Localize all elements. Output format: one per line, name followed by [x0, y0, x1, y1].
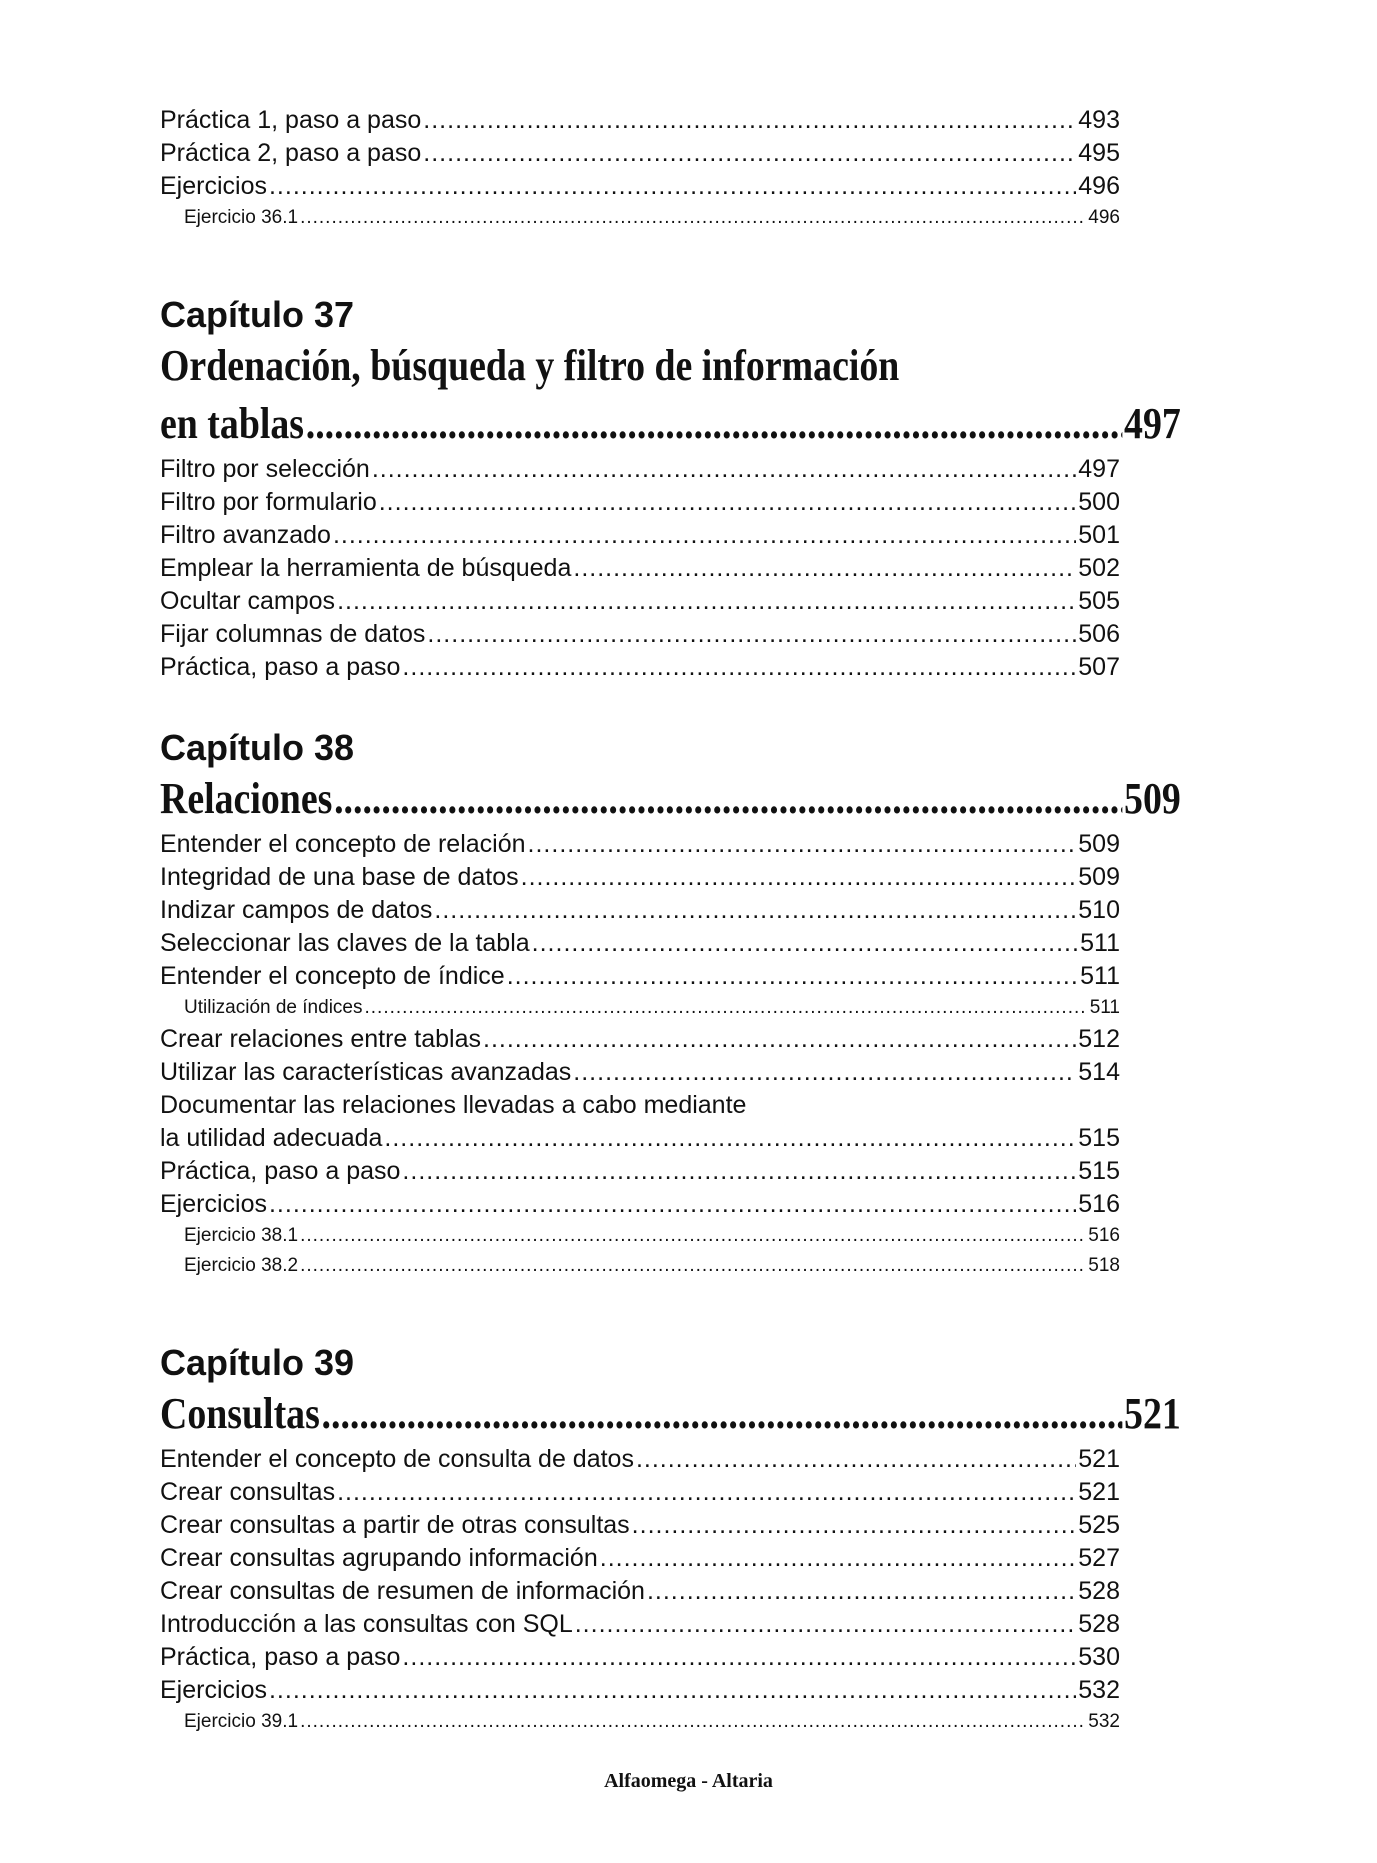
toc-entry — [160, 927, 1120, 960]
dot-leader — [434, 894, 1076, 927]
toc-entry-label: Ejercicios — [160, 1190, 267, 1218]
chapter-title-entry — [160, 395, 1181, 453]
toc-entry-page: 501 — [1078, 521, 1120, 549]
dot-leader — [427, 618, 1076, 651]
toc-entry-label: Ejercicios — [160, 1676, 267, 1704]
toc-entry-page: 502 — [1078, 554, 1120, 582]
toc-entry-label: Seleccionar las claves de la tabla — [160, 929, 530, 957]
toc-entry-page: 514 — [1078, 1058, 1120, 1086]
toc-entry-page: 525 — [1078, 1511, 1120, 1539]
dot-leader — [333, 519, 1076, 552]
dot-leader — [423, 104, 1076, 137]
toc-entry-page: 496 — [1088, 207, 1120, 228]
chapter-page-number: 521 — [1124, 1389, 1181, 1438]
chapter-39 — [160, 1341, 1180, 1737]
toc-entry — [160, 1641, 1120, 1674]
dot-leader — [372, 453, 1076, 486]
toc-list-top — [160, 104, 1180, 233]
toc-entry-page: 495 — [1078, 139, 1120, 167]
page-footer: Alfaomega - Altaria — [604, 1770, 773, 1792]
dot-leader — [300, 1221, 1086, 1251]
toc-entry — [160, 137, 1120, 170]
toc-entry-label: Práctica, paso a paso — [160, 653, 401, 681]
toc-entry-label: Ocultar campos — [160, 587, 336, 615]
toc-entry-label: Ejercicio 36.1 — [184, 207, 299, 228]
toc-entry — [160, 828, 1120, 861]
toc-entry-page: 496 — [1078, 172, 1120, 200]
toc-entry-label: Fijar columnas de datos — [160, 620, 426, 648]
toc-entry-page: 530 — [1078, 1643, 1120, 1671]
toc-entry — [160, 651, 1120, 684]
toc-entry-label: Crear consultas de resumen de información — [160, 1577, 645, 1605]
toc-entry — [160, 1155, 1120, 1188]
toc-entry-page: 532 — [1088, 1711, 1120, 1732]
toc-entry-label: Práctica, paso a paso — [160, 1643, 401, 1671]
toc-entry-page: 516 — [1088, 1225, 1120, 1246]
chapter-title-entry — [160, 770, 1181, 828]
dot-leader — [334, 770, 1122, 828]
dot-leader — [636, 1443, 1076, 1476]
toc-entry — [160, 552, 1120, 585]
toc-entry-page: 509 — [1078, 830, 1120, 858]
toc-entry-page: 507 — [1078, 653, 1120, 681]
toc-entry-page: 528 — [1078, 1610, 1120, 1638]
toc-subentry — [160, 993, 1120, 1023]
toc-entry-label: Utilizar las características avanzadas — [160, 1058, 572, 1086]
toc-entry — [160, 519, 1120, 552]
toc-entry-label: Utilización de índices — [184, 997, 363, 1018]
dot-leader — [379, 486, 1077, 519]
dot-leader — [300, 1251, 1086, 1281]
toc-entry-label: Ejercicios — [160, 172, 267, 200]
toc-entry-page: 516 — [1078, 1190, 1120, 1218]
toc-entry-page: 512 — [1078, 1025, 1120, 1053]
dot-leader — [402, 1155, 1076, 1188]
toc-entry — [160, 170, 1120, 203]
toc-entry — [160, 453, 1120, 486]
dot-leader — [573, 552, 1076, 585]
toc-entry-label: Ejercicio 38.2 — [184, 1255, 299, 1276]
dot-leader — [337, 585, 1076, 618]
toc-entry-label: Indizar campos de datos — [160, 896, 433, 924]
toc-entry-label: la utilidad adecuada — [160, 1124, 383, 1152]
toc-entry — [160, 1443, 1120, 1476]
toc-entry — [160, 1509, 1120, 1542]
toc-entry — [160, 1476, 1120, 1509]
chapter-37 — [160, 293, 1180, 684]
dot-leader — [306, 395, 1123, 453]
dot-leader — [528, 828, 1077, 861]
dot-leader — [402, 1641, 1076, 1674]
dot-leader — [402, 651, 1076, 684]
dot-leader — [521, 861, 1077, 894]
toc-entry-page: 515 — [1078, 1124, 1120, 1152]
toc-entry-label: Introducción a las consultas con SQL — [160, 1610, 573, 1638]
dot-leader — [300, 203, 1086, 233]
dot-leader — [573, 1056, 1076, 1089]
toc-entry-label: Crear consultas agrupando información — [160, 1544, 598, 1572]
dot-leader — [647, 1575, 1076, 1608]
toc-entry-page: 500 — [1078, 488, 1120, 516]
toc-entry — [160, 618, 1120, 651]
chapter-number: Capítulo 39 — [160, 1342, 355, 1383]
chapter-38 — [160, 726, 1180, 1281]
toc-entry-page: 511 — [1089, 997, 1120, 1018]
toc-entry — [160, 1188, 1120, 1221]
toc-list-continued — [160, 1122, 1180, 1281]
toc-entry-page: 497 — [1078, 455, 1120, 483]
dot-leader — [600, 1542, 1077, 1575]
toc-entry-label: Filtro por selección — [160, 455, 370, 483]
toc-entry-page: 510 — [1078, 896, 1120, 924]
toc-entry — [160, 861, 1120, 894]
toc-entry-label: Emplear la herramienta de búsqueda — [160, 554, 572, 582]
toc-entry-page: 505 — [1078, 587, 1120, 615]
dot-leader — [507, 960, 1078, 993]
toc-list — [160, 453, 1180, 684]
toc-subentry — [160, 1221, 1120, 1251]
chapter-title: Consultas — [160, 1389, 320, 1438]
toc-entry-label: Crear consultas — [160, 1478, 336, 1506]
chapter-page-number: 509 — [1124, 774, 1181, 823]
toc-entry-label: Ejercicio 38.1 — [184, 1225, 299, 1246]
toc-subentry — [160, 1251, 1120, 1281]
toc-entry — [160, 1608, 1120, 1641]
dot-leader — [300, 1707, 1086, 1737]
toc-entry-page: 509 — [1078, 863, 1120, 891]
dot-leader — [269, 170, 1076, 203]
chapter-number: Capítulo 38 — [160, 727, 355, 768]
dot-leader — [532, 927, 1078, 960]
dot-leader — [384, 1122, 1076, 1155]
toc-entry-page: 521 — [1078, 1478, 1120, 1506]
chapter-title-continued: en tablas — [160, 399, 305, 448]
toc-entry — [160, 1674, 1120, 1707]
toc-entry — [160, 1575, 1120, 1608]
toc-entry-label: Crear relaciones entre tablas — [160, 1025, 481, 1053]
toc-entry-page: 532 — [1078, 1676, 1120, 1704]
toc-page — [160, 104, 1180, 1737]
toc-entry-label: Filtro avanzado — [160, 521, 331, 549]
toc-subentry — [160, 203, 1120, 233]
toc-entry — [160, 960, 1120, 993]
toc-entry-page: 527 — [1078, 1544, 1120, 1572]
toc-entry-label: Entender el concepto de consulta de datos — [160, 1445, 634, 1473]
dot-leader — [269, 1674, 1076, 1707]
dot-leader — [364, 993, 1087, 1023]
toc-entry — [160, 1542, 1120, 1575]
dot-leader — [423, 137, 1076, 170]
toc-entry-page: 518 — [1088, 1255, 1120, 1276]
dot-leader — [483, 1023, 1076, 1056]
toc-entry — [160, 1023, 1120, 1056]
toc-entry-label: Crear consultas a partir de otras consultas — [160, 1511, 630, 1539]
toc-entry — [160, 585, 1120, 618]
chapter-number: Capítulo 37 — [160, 294, 355, 335]
dot-leader — [575, 1608, 1077, 1641]
toc-list — [160, 1443, 1180, 1737]
toc-entry-page: 511 — [1080, 962, 1120, 990]
toc-entry-label: Integridad de una base de datos — [160, 863, 519, 891]
toc-entry — [160, 486, 1120, 519]
toc-entry-label: Práctica 2, paso a paso — [160, 139, 422, 167]
chapter-title-entry — [160, 1385, 1181, 1443]
toc-entry-label: Entender el concepto de relación — [160, 830, 526, 858]
dot-leader — [269, 1188, 1076, 1221]
dot-leader — [632, 1509, 1077, 1542]
chapter-title: Relaciones — [160, 774, 333, 823]
toc-entry-page: 493 — [1078, 106, 1120, 134]
toc-entry-page: 506 — [1078, 620, 1120, 648]
toc-entry-page: 521 — [1078, 1445, 1120, 1473]
toc-entry — [160, 1122, 1120, 1155]
chapter-title: Ordenación, búsqueda y filtro de información — [160, 341, 900, 390]
chapter-page-number: 497 — [1124, 399, 1181, 448]
dot-leader — [322, 1385, 1123, 1443]
toc-entry — [160, 1056, 1120, 1089]
toc-entry-label: Entender el concepto de índice — [160, 962, 505, 990]
toc-entry-label-wrapped: Documentar las relaciones llevadas a cabo mediante — [160, 1091, 747, 1119]
dot-leader — [337, 1476, 1076, 1509]
toc-entry-page: 515 — [1078, 1157, 1120, 1185]
toc-entry-page: 511 — [1080, 929, 1120, 957]
toc-entry-label: Práctica 1, paso a paso — [160, 106, 422, 134]
toc-entry — [160, 894, 1120, 927]
toc-entry-page: 528 — [1078, 1577, 1120, 1605]
toc-entry — [160, 104, 1120, 137]
toc-entry-label: Práctica, paso a paso — [160, 1157, 401, 1185]
toc-entry-label: Ejercicio 39.1 — [184, 1711, 299, 1732]
toc-entry-label: Filtro por formulario — [160, 488, 377, 516]
toc-subentry — [160, 1707, 1120, 1737]
toc-list — [160, 828, 1180, 1089]
